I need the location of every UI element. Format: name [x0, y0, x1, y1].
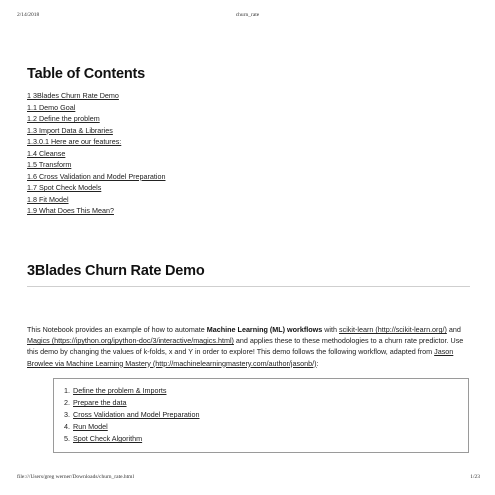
print-page-count: 1/23 [470, 474, 480, 480]
jason-browlee-link[interactable]: Jason Browlee via Machine Learning Mastery (http://machinelearningmastery.com/author/jasonb/) [27, 347, 454, 368]
workflow-step-number: 1. [64, 386, 70, 395]
intro-text-1: This Notebook provides an example of how to automate [27, 325, 207, 334]
magics-link[interactable]: Magics (https://ipython.org/ipython-doc/3/interactive/magics.html) [27, 336, 234, 346]
toc-item-features[interactable]: 1.3.0.1 Here are our features: [27, 137, 122, 146]
workflow-link-define-problem[interactable]: Define the problem & Imports [73, 386, 167, 395]
toc-item-import-data[interactable]: 1.3 Import Data & Libraries [27, 125, 113, 135]
print-header [0, 12, 495, 22]
intro-text-2: with [322, 325, 339, 334]
intro-text-3: and [446, 325, 461, 334]
toc-item-define-problem[interactable]: 1.2 Define the problem [27, 114, 100, 123]
toc-item-fit-model[interactable]: 1.8 Fit Model [27, 194, 69, 204]
toc-title: Table of Contents [27, 66, 145, 82]
intro-text-4: and applies these to these methodologies to a churn rate predictor. Use this demo by changing the values of k-folds, x and Y in order to explore! This demo follows the following workflow, adapted from [27, 336, 464, 357]
workflow-step [64, 433, 468, 445]
print-file-path: file:///Users/greg werner/Downloads/churn_rate.html [17, 474, 134, 480]
workflow-link-prepare-data[interactable]: Prepare the data [73, 398, 127, 407]
toc-item-cross-validation[interactable]: 1.6 Cross Validation and Model Preparation [27, 171, 166, 181]
workflow-step-number: 3. [64, 410, 70, 419]
workflow-link-spot-check[interactable]: Spot Check Algorithm [73, 434, 143, 443]
print-date: 2/14/2018 [17, 12, 40, 18]
print-page-title: churn_rate [235, 12, 260, 18]
section-heading: 3Blades Churn Rate Demo [27, 263, 205, 279]
workflow-step [64, 421, 468, 433]
toc-item-cleanse[interactable]: 1.4 Cleanse [27, 148, 66, 158]
section-divider [27, 286, 470, 287]
workflow-list [54, 379, 468, 445]
workflow-step [64, 409, 468, 421]
workflow-step [64, 397, 468, 409]
scikit-learn-link[interactable]: scikit-learn (http://scikit-learn.org/) [339, 325, 447, 334]
toc-item-what-does-this-mean[interactable]: 1.9 What Does This Mean? [27, 206, 114, 215]
toc-item-transform[interactable]: 1.5 Transform [27, 160, 72, 169]
intro-paragraph [27, 324, 472, 369]
workflow-step-number: 4. [64, 422, 70, 431]
print-footer [0, 474, 495, 484]
notebook-content [27, 66, 470, 217]
workflow-step [64, 385, 468, 397]
intro-text-5: : [316, 358, 319, 368]
toc-item-demo-goal[interactable]: 1.1 Demo Goal [27, 102, 76, 112]
workflow-step-number: 5. [64, 434, 70, 443]
workflow-box [53, 378, 469, 453]
workflow-step-number: 2. [64, 398, 70, 407]
workflow-link-run-model[interactable]: Run Model [73, 422, 108, 431]
workflow-link-cross-validation[interactable]: Cross Validation and Model Preparation [73, 410, 200, 419]
toc-item-churn-rate-demo[interactable]: 1 3Blades Churn Rate Demo [27, 91, 119, 100]
intro-bold-ml-workflows: Machine Learning (ML) workflows [206, 325, 323, 334]
toc-list [27, 90, 470, 217]
toc-item-spot-check[interactable]: 1.7 Spot Check Models [27, 183, 102, 192]
